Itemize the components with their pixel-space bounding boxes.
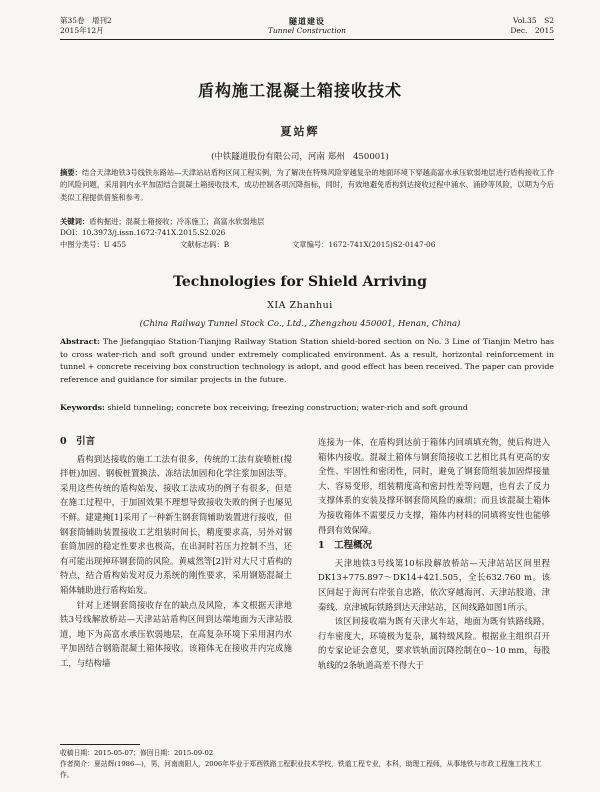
received-date: 收稿日期：2015-05-07；修回日期：2015-09-02 — [60, 749, 214, 757]
author-bio: 作者简介：夏站辉(1986—)，男，河南南阳人，2006年毕业于郑西铁路工程职业技术学校，铁道工程专业，本科，助理工程师，从事地铁与市政工程施工技术工作。 — [60, 760, 542, 779]
keywords-en-text: shield tunneling; concrete box receiving; freezing construction; water-rich and soft ground — [107, 403, 468, 412]
keywords-en — [60, 402, 554, 414]
body-column-left — [60, 435, 292, 671]
author-en: XIA Zhanhui — [267, 300, 333, 311]
body-column-right — [318, 435, 550, 673]
header-date: 2015年12月 — [60, 26, 104, 35]
header-volume-en: Vol.35 S2 — [513, 16, 554, 25]
keywords-cn-text: 盾构掘进；混凝土箱接收；冷冻施工；高富水软弱地层 — [89, 217, 265, 226]
header-rule — [60, 39, 554, 40]
paper-title-cn: 盾构施工混凝土箱接收技术 — [197, 81, 402, 100]
author-cn: 夏站辉 — [280, 125, 320, 138]
journal-name-en: Tunnel Construction — [267, 26, 347, 35]
keywords-cn-label: 关键词： — [60, 217, 90, 226]
paragraph: 该区间接收端为既有天津火车站，地面为既有铁路线路，行车密度大，环境极为复杂，属特级风险。根据业主组织召开的专家论证会意见，要求铁轨面沉降控制在0～10 mm，每股轨线的2条轨道高差不得大于 — [318, 616, 550, 670]
header-center — [60, 16, 554, 36]
abstract-cn-label: 摘要： — [60, 168, 82, 177]
paragraph: 盾构到达接收的施工工法有很多，传统的工法有旋喷桩(搅拌桩)加固、钢板桩置换法、冻结法加固和化学注浆加固法等。采用这些传统的盾构始发、接收工法成功的例子有很多，但是在施工过程中，于加固效果不理想导致接收失败的例子也屡见不鲜。建建掩[1]采用了一种新生钢套筒辅助装置进行接收，但钢套筒辅助装置接收工艺组装时间长，精度要求高，另外对钢套筒加固的稳定性要求也极高，在出洞时若压力控制不当，还有可能出现掉环钢套筒的风险。黄威然等[2]针对大尺寸盾构的特点，结合盾构始发对反力系统的刚性要求，采用钢筋混凝土箱体辅助进行盾构始发。 — [60, 453, 292, 595]
header-volume: 第35卷 增刊2 — [60, 16, 112, 25]
section-heading-intro: 0 引言 — [60, 436, 96, 447]
clc-number: 中图分类号：U 455 — [60, 240, 127, 249]
article-number: 文章编号：1672-741X(2015)S2-0147-06 — [292, 240, 436, 249]
abstract-cn — [60, 167, 554, 204]
affiliation-cn: (中铁隧道股份有限公司，河南 郑州 450001) — [211, 152, 389, 162]
keywords-en-label: Keywords: — [60, 403, 105, 412]
document-code: 文献标志码：B — [180, 240, 230, 249]
paper-title-en: Technologies for Shield Arriving — [173, 274, 427, 290]
paragraph: 连接为一体，在盾构到达前于箱体内回填填充物，使后构进入箱体内接收。混凝土箱体与钢套筒接收工艺相比具有更高的安全性、牢固性和密闭性，同时，避免了钢套筒组装加固焊接量大、容易变形，组装精度高和密封性差等问题，也有去了反力支撑体系的安装及撑环钢套筒风险的麻烦；而且该混凝土箱体为接收箱体不需要反力支撑，箱体内材料的同填将安性也能够得到有效保障。 — [318, 437, 550, 535]
footnote — [60, 748, 554, 781]
abstract-en-label: Abstract: — [60, 337, 100, 346]
paragraph: 针对上述钢套筒接收存在的缺点及风险，本文根据天津地铁3号线解放桥站—天津站站盾构区间到达端地面为天津站股道，地下为高富水承压软弱地层，在高复杂环境下采用洞内水平加固结合钢筋混凝土箱体接收。该箱体无在接收井内完成施工，与结构墙 — [60, 599, 292, 668]
doi: DOI：10.3973/j.issn.1672-741X.2015.S2.026 — [60, 228, 226, 237]
abstract-en-text: The Jiefangqiao Station-Tianjing Railway Station Station shield-bored section on No. 3 Line of Tianjin Metro has to cross water-rich and soft ground under extremely complicated environment. As a result, horizontal reinforcement in tunnel + concrete receiving box construction technology is adopt, and good effect has been received. The paper can provide reference and guidance for similar projects in the future. — [60, 337, 554, 384]
paragraph: 天津地铁3号线第10标段解放桥站—天津站站区间里程DK13+775.897～DK14+421.505，全长632.760 m。该区间起于海河右岸张自忠路，依次穿越海河、天津站股道、津秦线、京津城际铁路到达天津站站，区间线路如图1所示。 — [318, 557, 550, 612]
header-date-en: Dec. 2015 — [510, 26, 554, 35]
running-header — [60, 16, 554, 40]
footnote-rule — [60, 744, 140, 745]
abstract-cn-text: 结合天津地铁3号线铁东路站—天津站站盾构区间工程实例，为了解决在特殊风险穿越复杂的地面环境下穿越高富水承压软弱地层进行盾构接收工作的风险问题，采用洞内水平加固结合混凝土箱接收技术，成功控制各项沉降指标，同时，有效地避免盾构到达接收过程中涌水、涌砂等风险，以期为今后类似工程提供借鉴和参考。 — [60, 168, 555, 202]
keywords-cn — [60, 216, 554, 228]
affiliation-en: (China Railway Tunnel Stock Co., Ltd., Zhengzhou 450001, Henan, China) — [139, 319, 461, 329]
abstract-en — [60, 336, 554, 386]
section-heading-overview: 1 工程概况 — [318, 540, 373, 552]
journal-name-cn: 隧道建设 — [289, 16, 325, 26]
header-right — [510, 16, 554, 36]
